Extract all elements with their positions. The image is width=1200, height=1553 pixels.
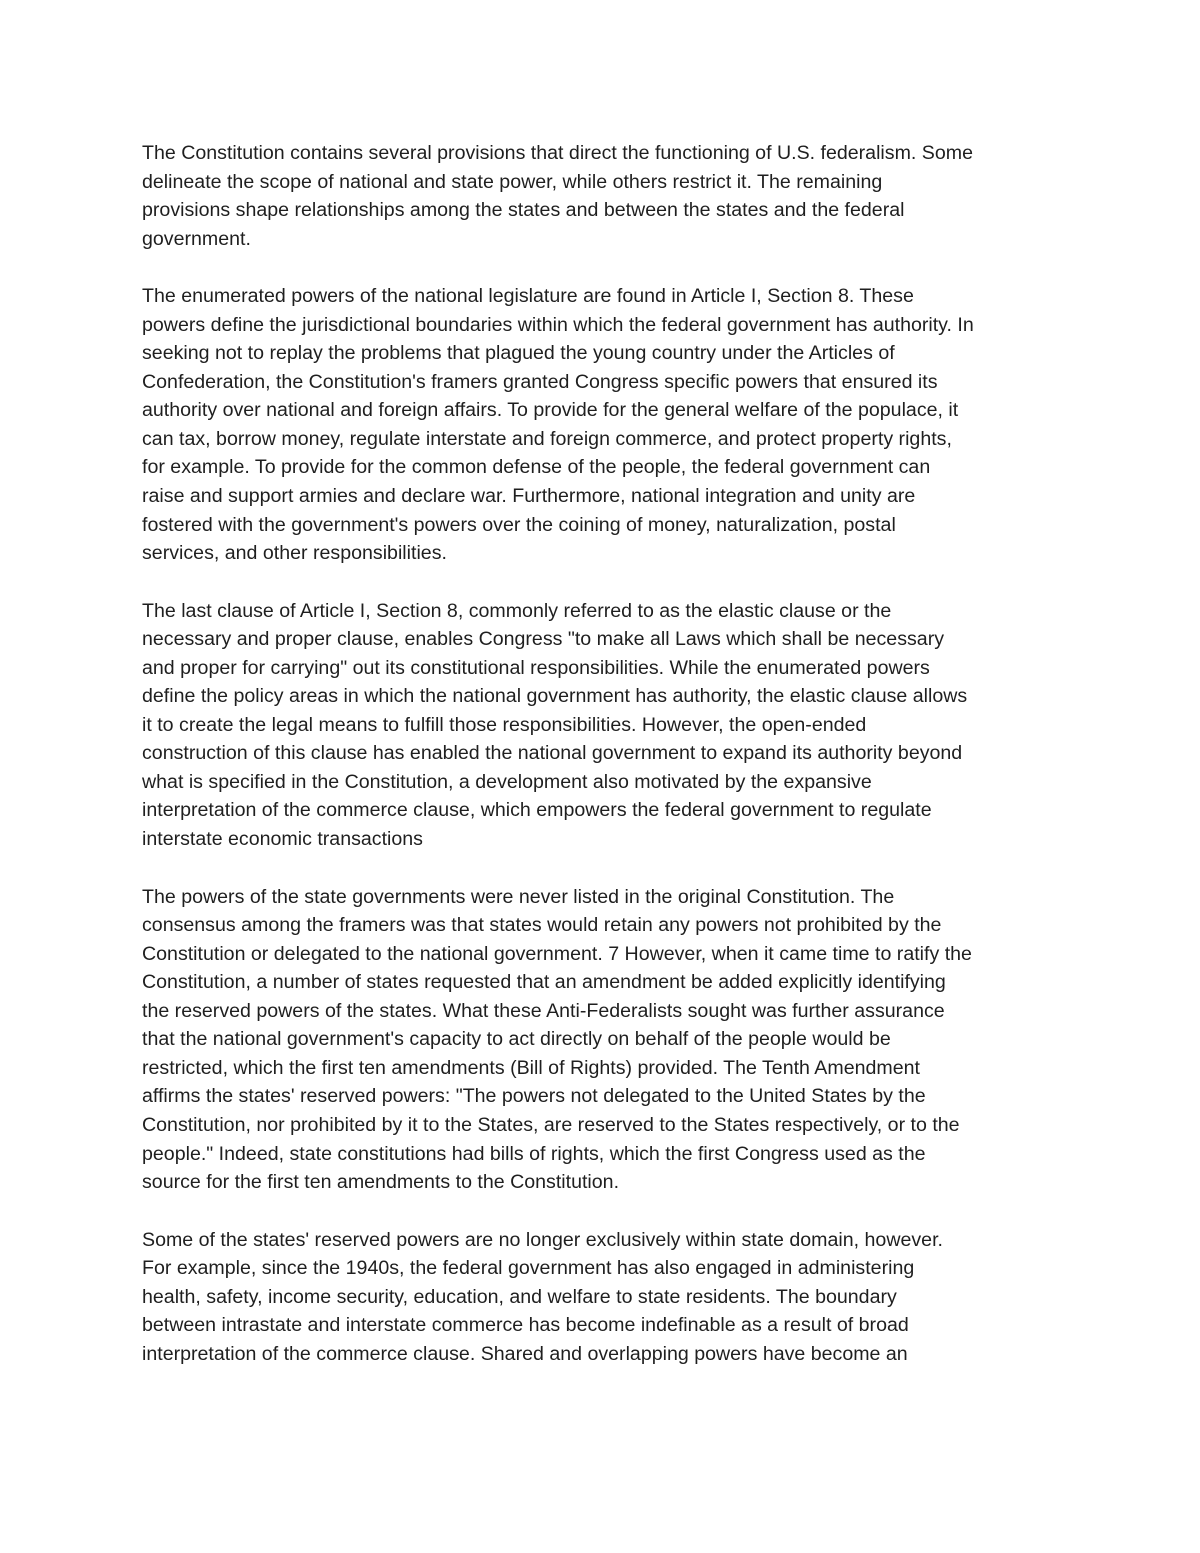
text-line: The last clause of Article I, Section 8, commonly referred to as the elastic clause or the (142, 599, 892, 622)
document-body (142, 139, 1062, 1397)
text-line: restricted, which the first ten amendments (Bill of Rights) provided. The Tenth Amendment (142, 1056, 920, 1079)
text-line: For example, since the 1940s, the federal government has also engaged in administering (142, 1257, 915, 1280)
text-line: Constitution, nor prohibited by it to the States, are reserved to the States respectively, or to the (142, 1113, 960, 1136)
text-line: raise and support armies and declare war. Furthermore, national integration and unity are (142, 485, 916, 508)
text-line: consensus among the framers was that states would retain any powers not prohibited by the (142, 914, 942, 937)
text-line: Constitution, a number of states requested that an amendment be added explicitly identifying (142, 971, 946, 994)
text-line: it to create the legal means to fulfill those responsibilities. However, the open-ended (142, 713, 867, 736)
text-line: interpretation of the commerce clause. Shared and overlapping powers have become an (142, 1342, 908, 1365)
text-line: Confederation, the Constitution's framers granted Congress specific powers that ensured its (142, 370, 938, 393)
text-line: government. (142, 227, 251, 250)
text-line: health, safety, income security, education, and welfare to state residents. The boundary (142, 1285, 897, 1308)
text-line: interstate economic transactions (142, 828, 423, 851)
text-line: authority over national and foreign affairs. To provide for the general welfare of the populace, it (142, 399, 959, 422)
paragraph-state-powers (142, 883, 1062, 1197)
text-line: Some of the states' reserved powers are no longer exclusively within state domain, however. (142, 1228, 943, 1251)
text-line: necessary and proper clause, enables Congress "to make all Laws which shall be necessary (142, 628, 945, 651)
text-line: source for the first ten amendments to the Constitution. (142, 1171, 620, 1194)
text-line: The Constitution contains several provisions that direct the functioning of U.S. federalism. Some (142, 142, 973, 164)
text-line: seeking not to replay the problems that plagued the young country under the Articles of (142, 342, 895, 365)
text-line: construction of this clause has enabled the national government to expand its authority beyond (142, 742, 963, 765)
text-line: affirms the states' reserved powers: "The powers not delegated to the United States by the (142, 1085, 926, 1108)
text-line: for example. To provide for the common defense of the people, the federal government can (142, 456, 931, 479)
text-line: services, and other responsibilities. (142, 542, 447, 565)
text-line: fostered with the government's powers over the coining of money, naturalization, postal (142, 513, 896, 536)
text-line: powers define the jurisdictional boundaries within which the federal government has authority. In (142, 313, 974, 336)
text-line: delineate the scope of national and state power, while others restrict it. The remaining (142, 170, 883, 193)
text-line: The enumerated powers of the national legislature are found in Article I, Section 8. These (142, 285, 914, 308)
paragraph-elastic-clause (142, 597, 1062, 854)
text-line: and proper for carrying" out its constitutional responsibilities. While the enumerated powers (142, 656, 930, 679)
text-line: provisions shape relationships among the states and between the states and the federal (142, 199, 905, 222)
text-line: The powers of the state governments were never listed in the original Constitution. The (142, 885, 895, 908)
text-line: that the national government's capacity to act directly on behalf of the people would be (142, 1028, 891, 1051)
paragraph-enumerated-powers (142, 282, 1062, 567)
text-line: between intrastate and interstate commerce has become indefinable as a result of broad (142, 1314, 909, 1337)
text-line: what is specified in the Constitution, a development also motivated by the expansive (142, 770, 872, 793)
text-line: define the policy areas in which the national government has authority, the elastic clause allows (142, 685, 968, 708)
text-line: interpretation of the commerce clause, which empowers the federal government to regulate (142, 799, 932, 822)
text-line: the reserved powers of the states. What these Anti-Federalists sought was further assurance (142, 999, 945, 1022)
text-line: people." Indeed, state constitutions had bills of rights, which the first Congress used as the (142, 1142, 926, 1165)
text-line: Constitution or delegated to the national government. 7 However, when it came time to ratify the (142, 942, 972, 965)
text-line: can tax, borrow money, regulate interstate and foreign commerce, and protect property rights, (142, 427, 952, 450)
paragraph-reserved-powers (142, 1226, 1062, 1369)
paragraph-federalism-provisions (142, 139, 1062, 253)
